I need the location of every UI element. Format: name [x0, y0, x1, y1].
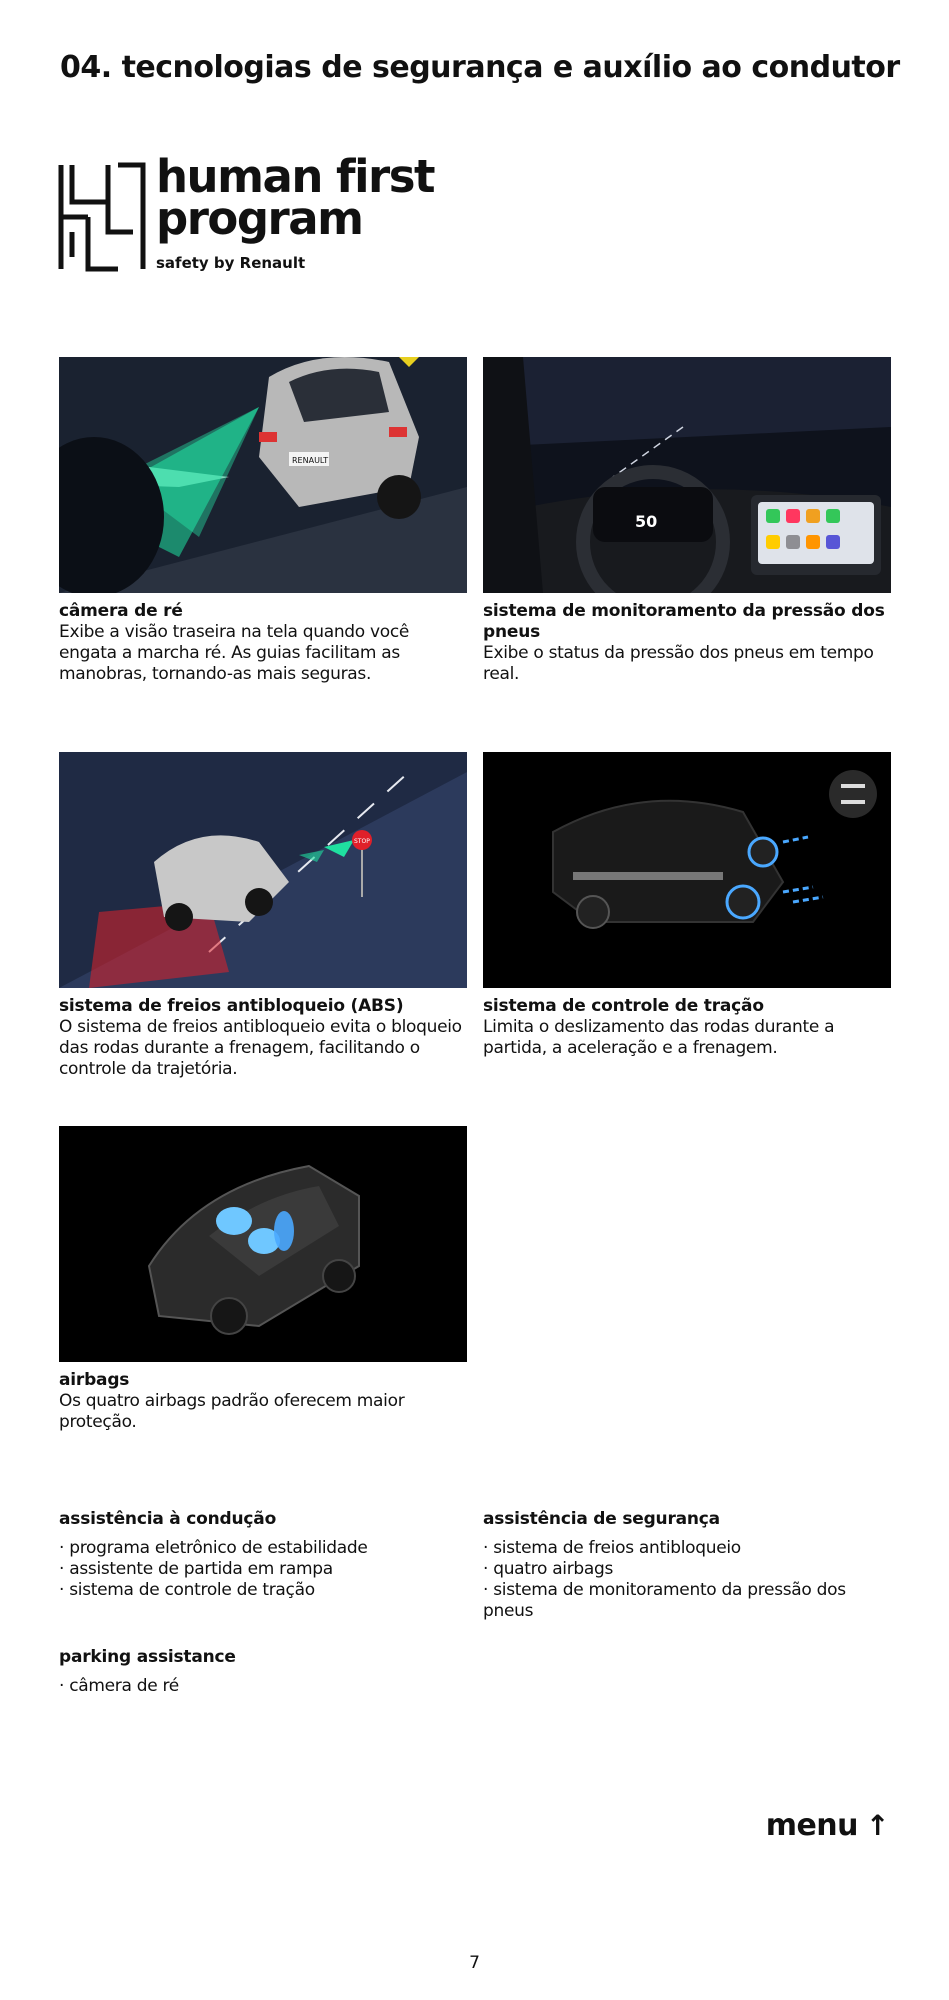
- summary-title: parking assistance: [59, 1647, 236, 1667]
- menu-label: menu: [765, 1808, 859, 1843]
- menu-button[interactable]: [766, 1808, 889, 1843]
- summary-driving-assistance: [59, 1508, 479, 1601]
- logo-subtitle: safety by Renault: [156, 254, 306, 272]
- feature-description: Os quatro airbags padrão oferecem maior proteção.: [59, 1391, 405, 1432]
- list-item: · sistema de freios antibloqueio: [483, 1538, 893, 1559]
- rear-camera-image: [59, 357, 467, 593]
- list-item: · assistente de partida em rampa: [59, 1559, 479, 1580]
- list-item: · câmera de ré: [59, 1676, 479, 1697]
- dashboard-image: [483, 357, 891, 593]
- abs-image: [59, 752, 467, 988]
- feature-card-traction-control: [483, 752, 891, 1059]
- feature-card-abs: [59, 752, 467, 1080]
- page-title: 04. tecnologias de segurança e auxílio ao condutor: [60, 50, 900, 85]
- feature-description: Limita o deslizamento das rodas durante a partida, a aceleração e a frenagem.: [483, 1017, 835, 1058]
- feature-title: sistema de monitoramento da pressão dos pneus: [483, 601, 885, 642]
- traction-control-image: [483, 752, 891, 988]
- summary-safety-assistance: [483, 1508, 893, 1622]
- summary-parking-assistance: [59, 1646, 479, 1697]
- human-first-program-logo: [58, 150, 518, 277]
- airbags-image: [59, 1126, 467, 1362]
- feature-description: Exibe a visão traseira na tela quando você engata a marcha ré. As guias facilitam as manobras, tornando-as mais seguras.: [59, 622, 410, 684]
- list-item: · programa eletrônico de estabilidade: [59, 1538, 479, 1559]
- speed-readout: 50: [635, 512, 658, 531]
- feature-card-rear-camera: [59, 357, 467, 685]
- feature-title: airbags: [59, 1370, 130, 1390]
- feature-title: sistema de freios antibloqueio (ABS): [59, 996, 404, 1016]
- page-number: 7: [469, 1953, 480, 1973]
- feature-title: câmera de ré: [59, 601, 183, 621]
- h1-monogram-icon: [58, 162, 148, 272]
- arrow-up-icon: ↑: [866, 1809, 889, 1842]
- logo-line-1: human first: [156, 150, 435, 203]
- summary-title: assistência à condução: [59, 1509, 277, 1529]
- feature-title: sistema de controle de tração: [483, 996, 764, 1016]
- feature-card-airbags: [59, 1126, 467, 1433]
- license-plate-text: RENAULT: [292, 456, 329, 465]
- feature-description: O sistema de freios antibloqueio evita o bloqueio das rodas durante a frenagem, facilitando o controle da trajetória.: [59, 1017, 462, 1079]
- feature-description: Exibe o status da pressão dos pneus em tempo real.: [483, 643, 874, 684]
- logo-line-2: program: [156, 192, 363, 245]
- stop-sign-text: STOP: [354, 838, 370, 845]
- summary-title: assistência de segurança: [483, 1509, 720, 1529]
- list-item: · sistema de controle de tração: [59, 1580, 479, 1601]
- feature-card-tire-pressure: [483, 357, 891, 685]
- list-item: · quatro airbags: [483, 1559, 893, 1580]
- list-item: · sistema de monitoramento da pressão dos pneus: [483, 1580, 893, 1622]
